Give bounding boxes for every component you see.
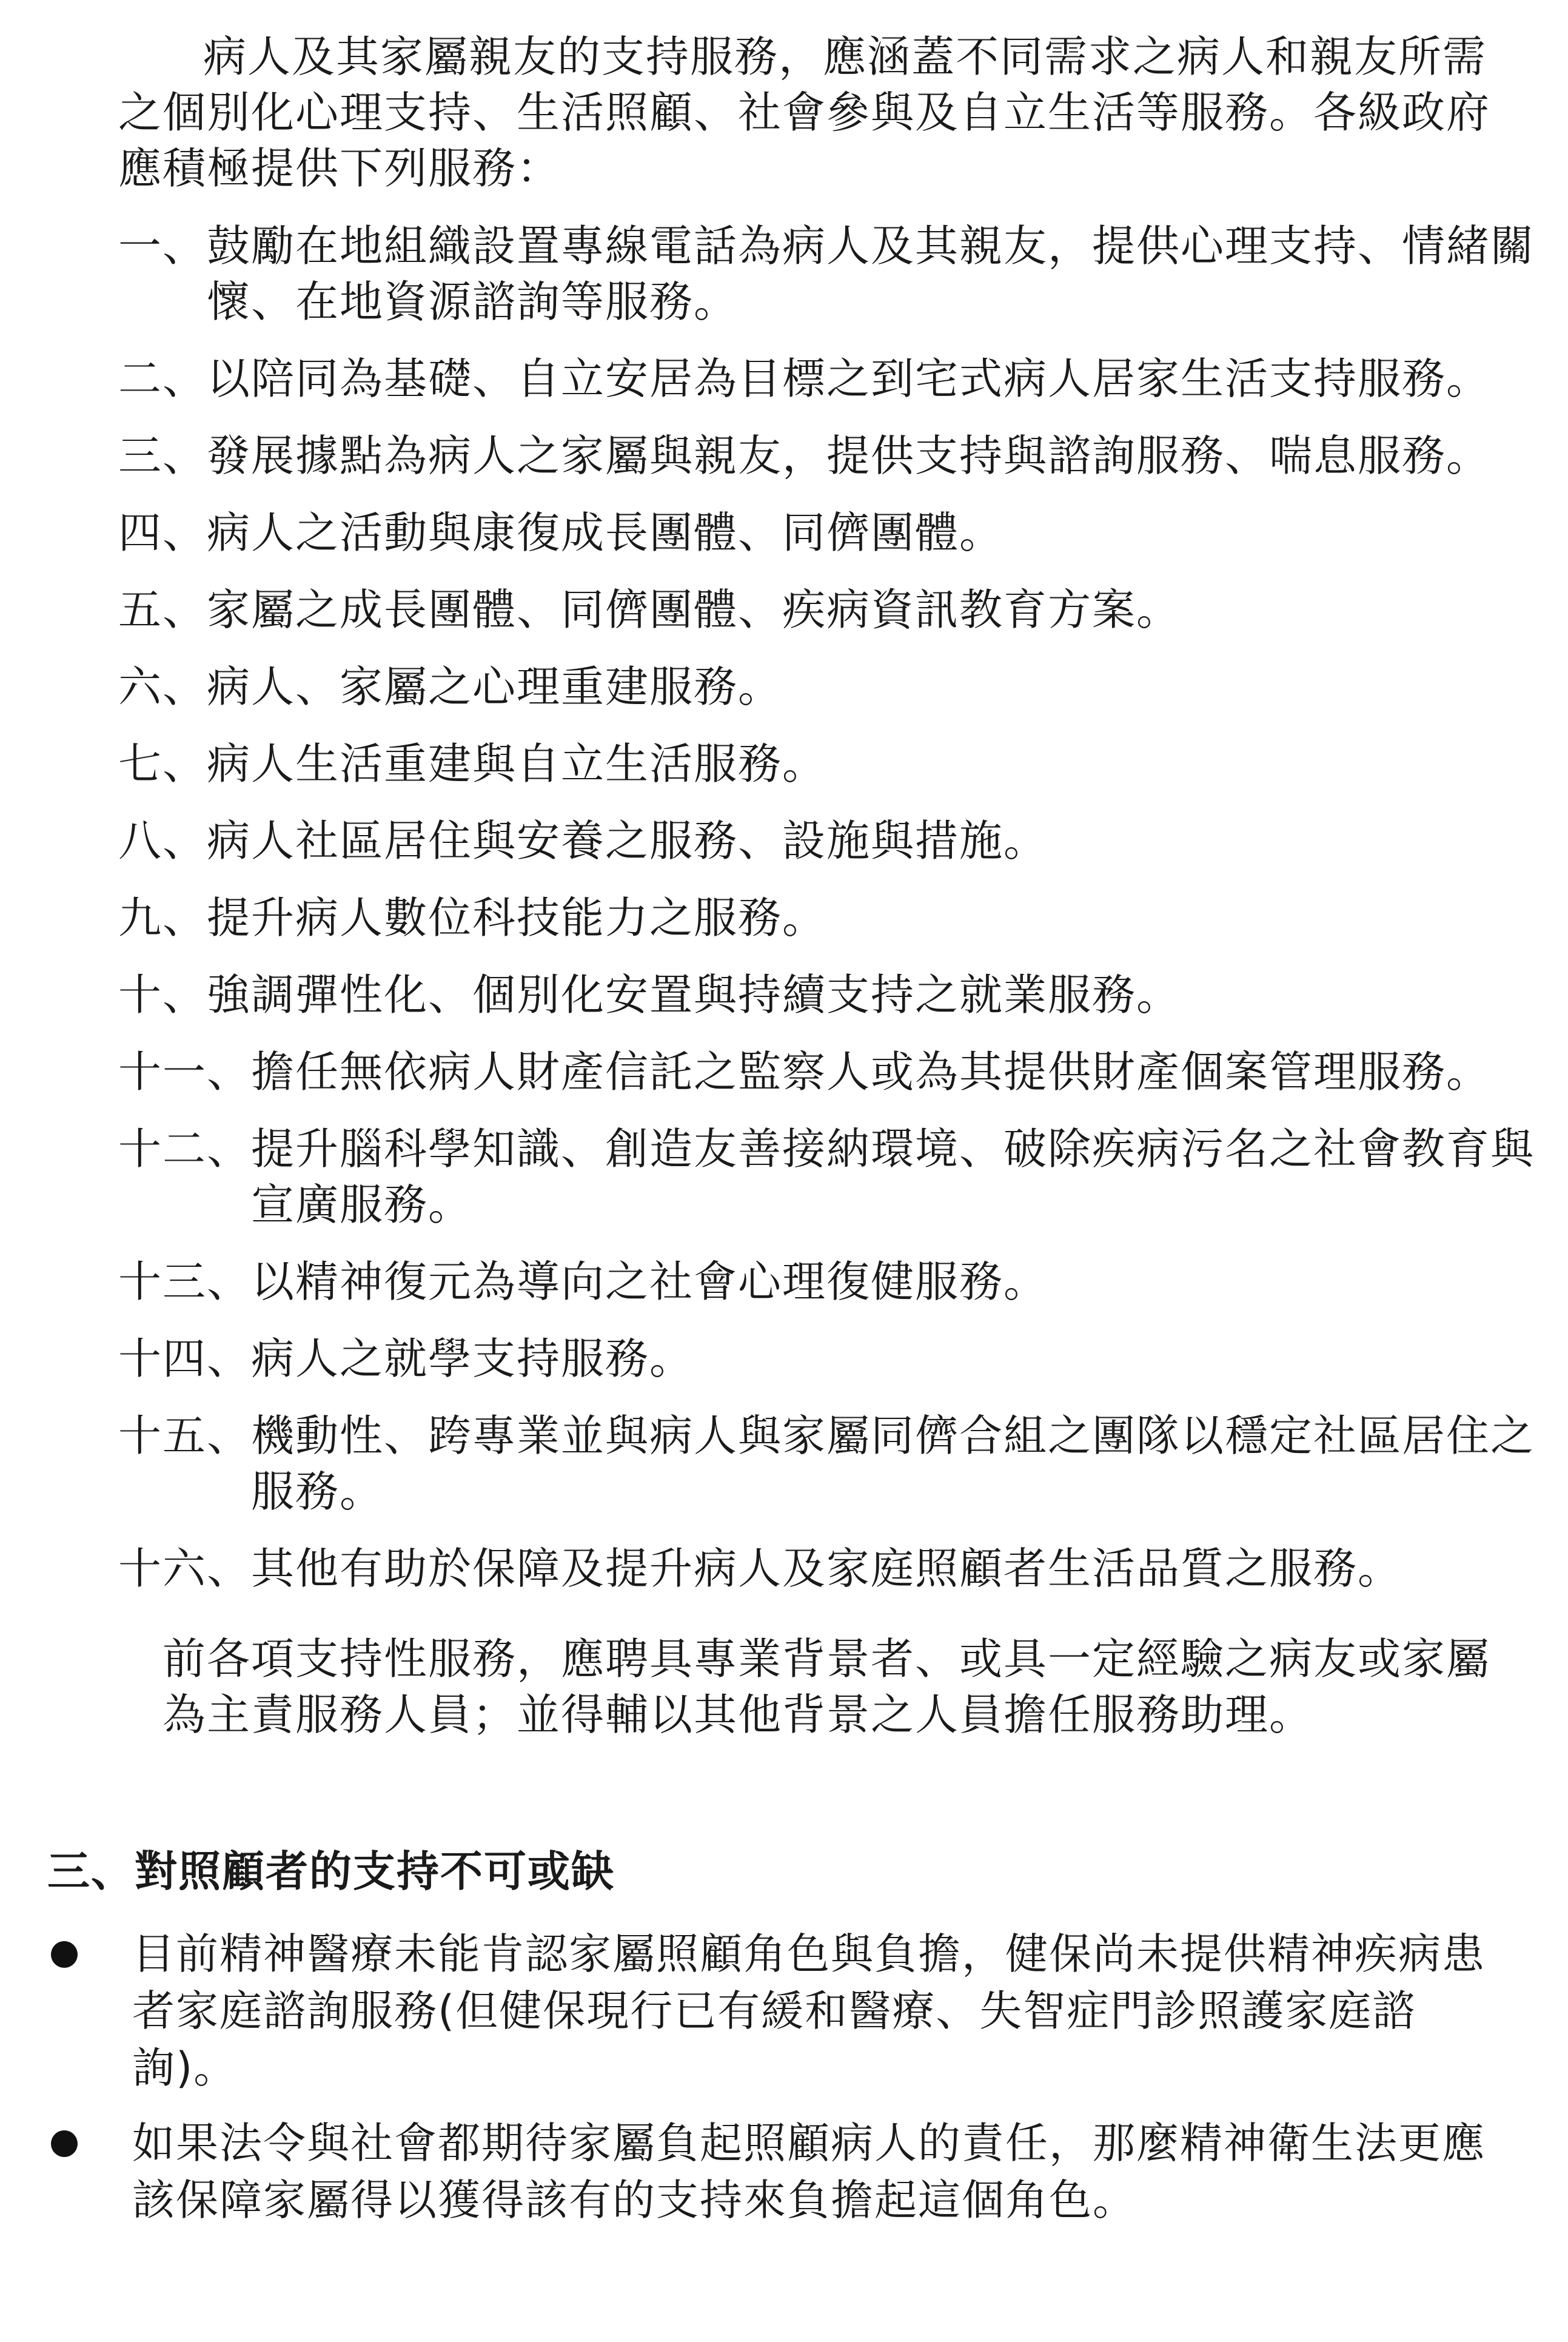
list-item [118, 218, 1537, 330]
bullet-list [47, 1925, 1515, 2247]
item-text: 病人社區居住與安養之服務、設施與措施。 [207, 816, 1048, 866]
list-item [118, 582, 1537, 638]
bullet-item [47, 2115, 1515, 2229]
item-text: 強調彈性化、個別化安置與持續支持之就業服務。 [207, 970, 1181, 1020]
item-text: 鼓勵在地組織設置專線電話為病人及其親友，提供心理支持、情緒關懷、在地資源諮詢等服務。 [207, 221, 1535, 327]
item-text: 病人、家屬之心理重建服務。 [207, 662, 783, 712]
bullet-item [47, 1925, 1515, 2096]
item-text: 其他有助於保障及提升病人及家庭照顧者生活品質之服務。 [251, 1543, 1402, 1594]
list-item [118, 428, 1537, 484]
section-heading: 三、對照顧者的支持不可或缺 [47, 1847, 615, 1896]
item-number: 十二、 [118, 1124, 252, 1174]
item-number: 八、 [118, 816, 207, 866]
list-item [118, 1541, 1537, 1597]
list-item [118, 1408, 1537, 1520]
list-item [118, 1254, 1537, 1310]
item-text: 病人之就學支持服務。 [251, 1334, 694, 1384]
item-text: 病人生活重建與自立生活服務。 [207, 739, 827, 789]
item-text: 家屬之成長團體、同儕團體、疾病資訊教育方案。 [207, 585, 1181, 635]
item-text: 提升腦科學知識、創造友善接納環境、破除疾病污名之社會教育與宣廣服務。 [251, 1124, 1535, 1230]
list-item [118, 890, 1537, 946]
item-text: 擔任無依病人財產信託之監察人或為其提供財產個案管理服務。 [251, 1047, 1491, 1097]
item-number: 十四、 [118, 1334, 252, 1384]
list-item [118, 351, 1537, 407]
bullet-dot-icon [47, 1925, 132, 2096]
item-number: 十三、 [118, 1257, 252, 1307]
bullet-dot-icon [47, 2115, 132, 2229]
item-number: 十一、 [118, 1047, 252, 1097]
item-text: 病人之活動與康復成長團體、同儕團體。 [207, 508, 1004, 558]
list-item [118, 505, 1537, 561]
intro-paragraph: 病人及其家屬親友的支持服務，應涵蓋不同需求之病人和親友所需之個別化心理支持、生活照顧、社會參與及自立生活等服務。各級政府應積極提供下列服務： [118, 32, 1491, 193]
item-number: 九、 [118, 893, 207, 943]
item-number: 五、 [118, 585, 207, 635]
bullet-text: 目前精神醫療未能肯認家屬照顧角色與負擔，健保尚未提供精神疾病患者家庭諮詢服務(但健保現行已有緩和醫療、失智症門診照護家庭諮詢)。 [132, 1929, 1486, 2093]
list-item [118, 736, 1537, 792]
list-item [118, 813, 1537, 869]
item-text: 發展據點為病人之家屬與親友，提供支持與諮詢服務、喘息服務。 [207, 431, 1491, 481]
list-item [118, 1331, 1537, 1387]
item-text: 提升病人數位科技能力之服務。 [207, 893, 827, 943]
item-number: 三、 [118, 431, 207, 481]
item-text: 以精神復元為導向之社會心理復健服務。 [251, 1257, 1048, 1307]
item-number: 一、 [118, 221, 207, 271]
list-item [118, 1121, 1537, 1233]
item-text: 機動性、跨專業並與病人與家屬同儕合組之團隊以穩定社區居住之服務。 [251, 1411, 1535, 1517]
list-item [118, 967, 1537, 1023]
item-number: 六、 [118, 662, 207, 712]
item-text: 以陪同為基礎、自立安居為目標之到宅式病人居家生活支持服務。 [207, 354, 1491, 404]
item-number: 十六、 [118, 1543, 252, 1594]
item-number: 十、 [118, 970, 207, 1020]
item-number: 七、 [118, 739, 207, 789]
list-item [118, 659, 1537, 715]
list-item [118, 1044, 1537, 1100]
item-number: 十五、 [118, 1411, 252, 1461]
item-number: 二、 [118, 354, 207, 404]
closing-paragraph: 前各項支持性服務，應聘具專業背景者、或具一定經驗之病友或家屬為主責服務人員；並得輔以其他背景之人員擔任服務助理。 [162, 1634, 1491, 1740]
service-list [118, 218, 1537, 1618]
bullet-text: 如果法令與社會都期待家屬負起照顧病人的責任，那麼精神衛生法更應該保障家屬得以獲得該有的支持來負擔起這個角色。 [132, 2118, 1486, 2225]
item-number: 四、 [118, 508, 207, 558]
